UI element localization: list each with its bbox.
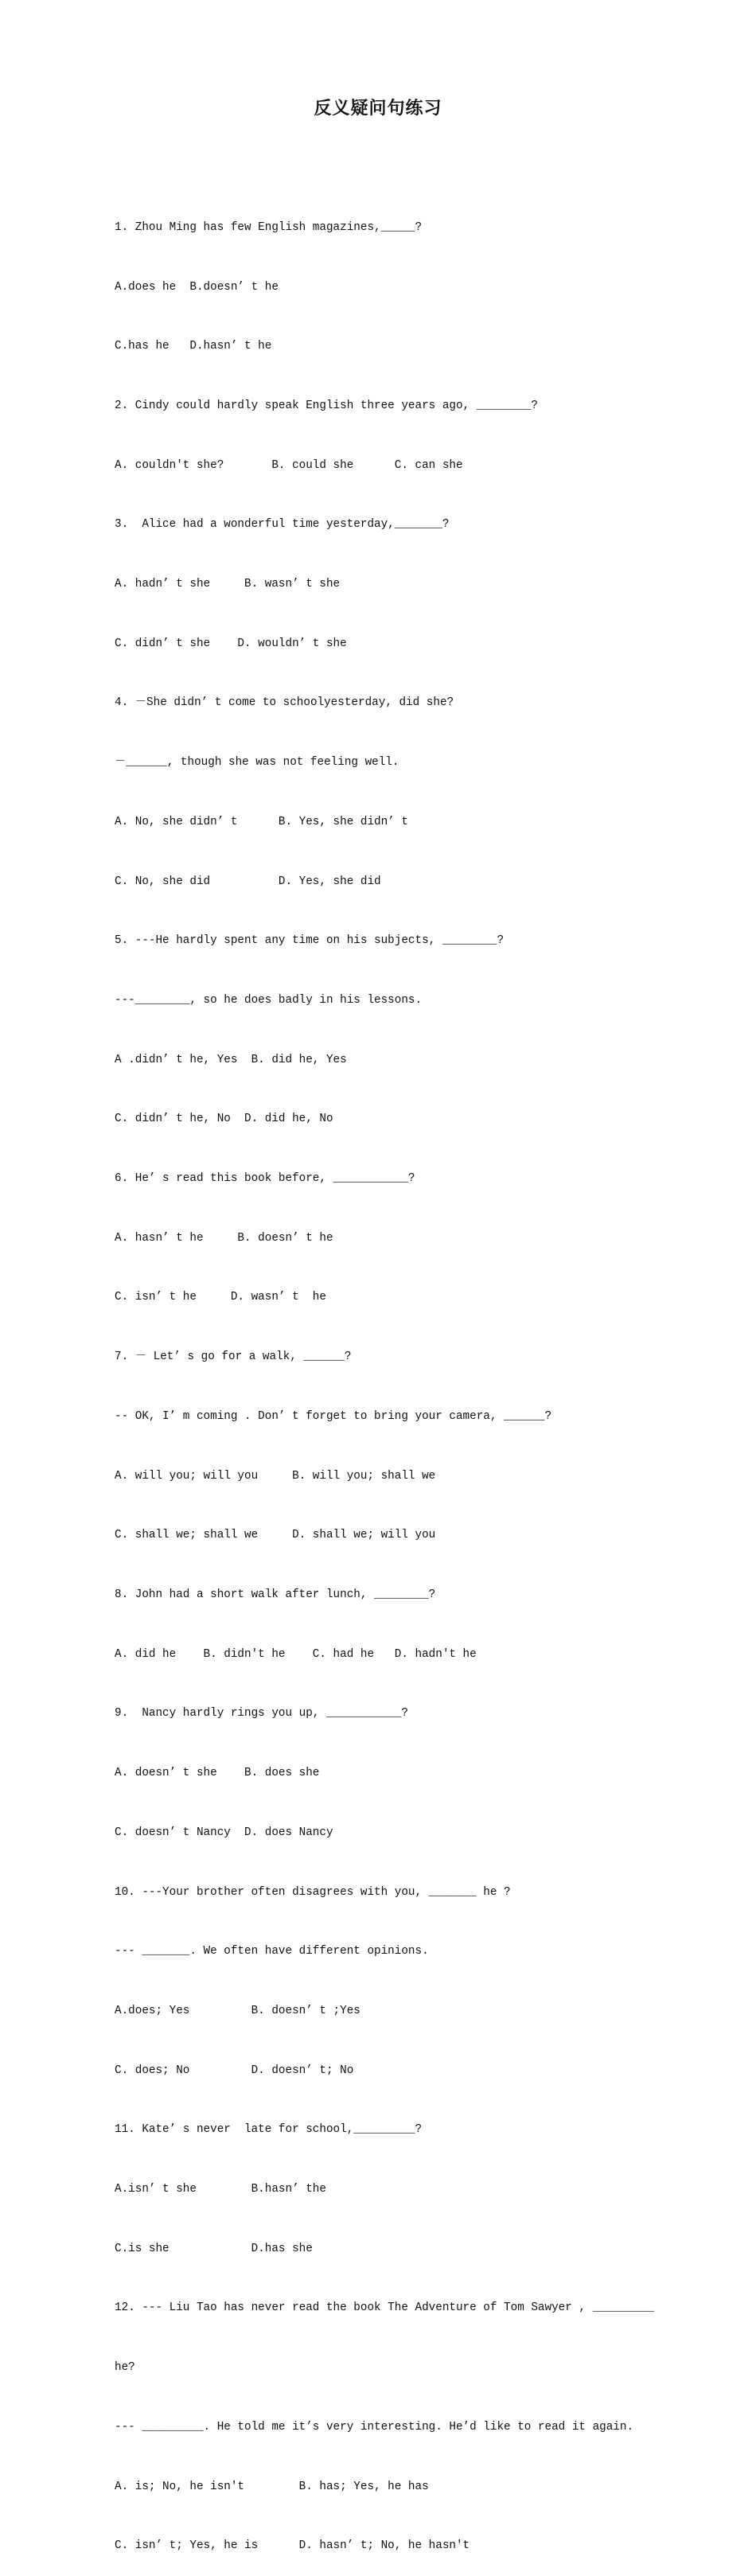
question-5-options-ab: A .didn’ t he, Yes B. did he, Yes <box>115 1053 347 1066</box>
question-10-options-cd: C. does; No D. doesn’ t; No <box>115 2064 354 2077</box>
question-7-response: -- OK, I’ m coming . Don’ t forget to bring your camera, ______? <box>115 1409 552 1423</box>
question-4-options-ab: A. No, she didn’ t B. Yes, she didn’ t <box>115 815 408 828</box>
question-11-options-cd: C.is she D.has she <box>115 2242 313 2255</box>
question-9: 9. Nancy hardly rings you up, ___________? <box>115 1707 408 1721</box>
question-12-continued: he? <box>115 2361 135 2375</box>
question-9-options-ab: A. doesn’ t she B. does she <box>115 1767 320 1780</box>
question-7-options-ab: A. will you; will you B. will you; shall we <box>115 1469 436 1483</box>
question-11: 11. Kate’ s never late for school,_________? <box>115 2123 423 2137</box>
question-6-options-ab: A. hasn’ t he B. doesn’ t he <box>115 1231 333 1245</box>
question-5-options-cd: C. didn’ t he, No D. did he, No <box>115 1113 333 1126</box>
question-2-options: A. couldn't she? B. could she C. can she <box>115 458 463 472</box>
page-title: 反义疑问句练习 <box>314 99 442 119</box>
question-3: 3. Alice had a wonderful time yesterday,_______? <box>115 518 450 532</box>
question-12-response: --- _________. He told me it’s very interesting. He’d like to read it again. <box>115 2420 634 2434</box>
exercise-list <box>115 178 654 2576</box>
question-9-options-cd: C. doesn’ t Nancy D. does Nancy <box>115 1826 333 1839</box>
question-12-options-cd: C. isn’ t; Yes, he is D. hasn’ t; No, he hasn't <box>115 2539 470 2553</box>
question-5-response: ---________, so he does badly in his lessons. <box>115 993 423 1007</box>
question-6-options-cd: C. isn’ t he D. wasn’ t he <box>115 1291 326 1304</box>
question-7-options-cd: C. shall we; shall we D. shall we; will you <box>115 1529 436 1542</box>
question-3-options-ab: A. hadn’ t she B. wasn’ t she <box>115 578 341 591</box>
question-12-options-ab: A. is; No, he isn't B. has; Yes, he has <box>115 2480 429 2493</box>
question-3-options-cd: C. didn’ t she D. wouldn’ t she <box>115 637 347 650</box>
question-8-options: A. did he B. didn't he C. had he D. hadn't he <box>115 1647 477 1661</box>
question-1-options-cd: C.has he D.hasn’ t he <box>115 340 272 353</box>
question-10-options-ab: A.does; Yes B. doesn’ t ;Yes <box>115 2004 360 2017</box>
question-4: 4. －She didn’ t come to schoolyesterday, did she? <box>115 696 454 710</box>
question-5: 5. ---He hardly spent any time on his subjects, ________? <box>115 934 505 948</box>
question-2: 2. Cindy could hardly speak English three years ago, ________? <box>115 399 538 412</box>
question-1: 1. Zhou Ming has few English magazines,_____? <box>115 220 423 234</box>
question-10: 10. ---Your brother often disagrees with you, _______ he ? <box>115 1885 511 1899</box>
question-7: 7. － Let’ s go for a walk, ______? <box>115 1350 352 1364</box>
question-4-response: －______, though she was not feeling well. <box>115 756 399 770</box>
question-10-response: --- _______. We often have different opinions. <box>115 1945 429 1958</box>
question-4-options-cd: C. No, she did D. Yes, she did <box>115 875 381 888</box>
question-12: 12. --- Liu Tao has never read the book The Adventure of Tom Sawyer , _________ <box>115 2301 654 2315</box>
question-1-options-ab: A.does he B.doesn’ t he <box>115 280 279 294</box>
question-8: 8. John had a short walk after lunch, ________? <box>115 1588 436 1601</box>
question-6: 6. He’ s read this book before, ___________? <box>115 1172 415 1186</box>
question-11-options-ab: A.isn’ t she B.hasn’ the <box>115 2183 326 2196</box>
